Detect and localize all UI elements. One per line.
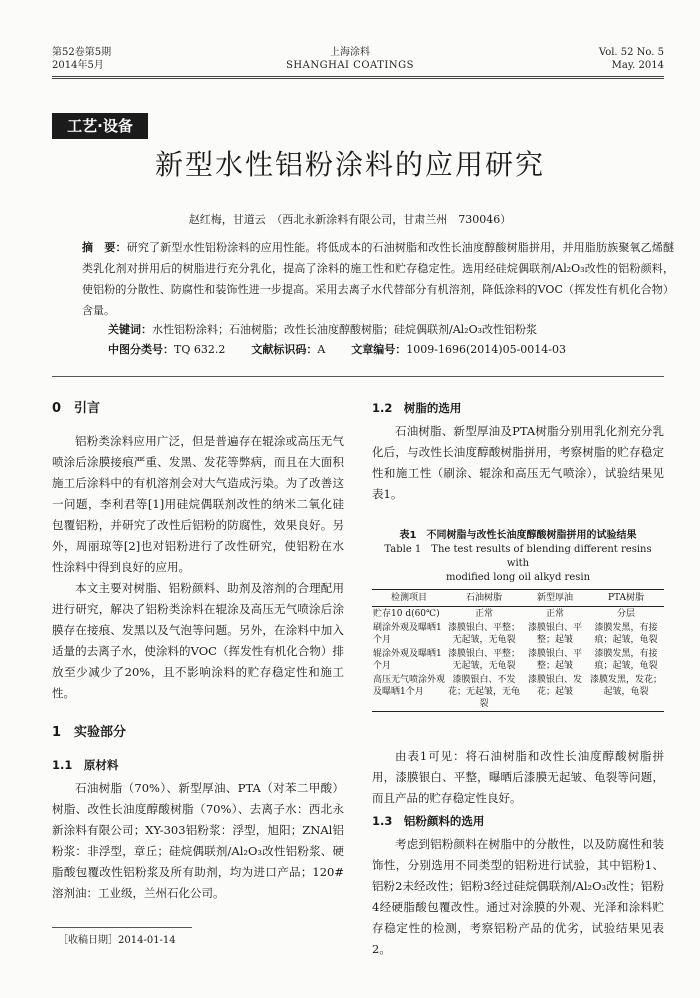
table-cell: 漆膜银白、不发花；无起皱，无龟裂: [446, 673, 522, 712]
left-column: [52, 398, 344, 904]
table-cell: 正常: [474, 609, 493, 619]
right-column-lower: [372, 746, 664, 960]
section-1-3-heading: 1.3 铝粉颜料的选用: [372, 814, 485, 828]
received-rule: [52, 927, 192, 928]
table-1-block: [372, 529, 664, 712]
article-number-label: 文章编号：: [351, 343, 407, 356]
table-cell: 漆膜发黑，有接痕；起皱，龟裂: [594, 649, 658, 671]
intro-paragraph-1: 铝粉类涂料应用广泛，但是普遍存在辊涂或高压无气喷涂后涂膜接痕严重、发黑、发花等弊病，而且在大面积施工后涂料中的有机溶剂会对大气造成污染。为了改善这一问题，李利君等[1]用硅烷偶联剂改性的纳米二氧化硅包覆铝粉，并研究了改性后铝粉的防腐性，效果良好。另外，周丽琼等[2]也对铝粉进行了改性研究，使铝粉在水性涂料中得到良好的应用。: [52, 434, 344, 574]
table-row: [372, 621, 664, 647]
table-row: [372, 647, 664, 673]
abstract-text: 研究了新型水性铝粉涂料的应用性能。将低成本的石油树脂和改性长油度醇酸树脂拼用，并用脂肪族聚氧乙烯醚类乳化剂对拼用后的树脂进行充分乳化，提高了涂料的施工性和贮存稳定性。选用经硅烷偶联剂/Al₂O₃改性的铝粉颜料，使铝粉的分散性、防腐性和装饰性进一步提高。采用去离子水代替部分有机溶剂，降低涂料的VOC（挥发性有机化合物）含量。: [82, 241, 675, 317]
table-cell: 漆膜发黑，有接痕；起皱，龟裂: [594, 623, 658, 645]
table-row: [372, 673, 664, 712]
pigment-paragraph: 考虑到铝粉颜料在树脂中的分散性，以及防腐性和装饰性，分别选用不同类型的铝粉进行试验，其中铝粉1、铝粉2未经改性；铝粉3经过硅烷偶联剂/Al₂O₃改性；铝粉4经硬脂酸包覆改性。通过对涂膜的外观、光泽和涂料贮存稳定性的检测，考察铝粉产品的优劣，试验结果见表2。: [372, 837, 664, 956]
table-cell: 正常: [545, 609, 564, 619]
resin-paragraph: 石油树脂、新型厚油及PTA树脂分别用乳化剂充分乳化后，与改性长油度醇酸树脂拼用，考察树脂的贮存稳定性和施工性（刷涂、辊涂和高压无气喷涂），试验结果见表1。: [372, 424, 664, 501]
keywords-text: 水性铝粉涂料；石油树脂；改性长油度醇酸树脂；硅烷偶联剂/Al₂O₃改性铝粉浆: [152, 323, 538, 336]
table-1-caption-cn: [372, 529, 664, 543]
table-header-cell: PTA树脂: [588, 590, 664, 607]
journal-date-en: May. 2014: [611, 60, 664, 71]
header-rule: [52, 76, 664, 77]
table-header-cell: 石油树脂: [446, 590, 522, 607]
table-cell: 分层: [616, 609, 635, 619]
table-cell: 刷涂外观及曝晒1个月: [373, 623, 442, 645]
article-title: 新型水性铝粉涂料的应用研究: [154, 148, 545, 181]
table-cell: 漆膜银白、平整；起皱: [527, 623, 582, 645]
header-rule-secondary: [52, 78, 664, 79]
table-cell: 漆膜银白、发花；起皱: [522, 673, 588, 712]
section-1-2-heading: 1.2 树脂的选用: [372, 401, 462, 415]
doc-code-label: 文献标识码：: [251, 343, 318, 356]
table-1-caption-en-2: modified long oil alkyd resin: [445, 572, 591, 583]
doc-code-value: A: [317, 343, 326, 356]
table-header-row: [372, 590, 664, 607]
abstract: [82, 237, 674, 321]
keywords-label: 关键词：: [108, 323, 152, 336]
journal-volume-en: Vol. 52 No. 5: [598, 47, 664, 58]
table-cell: 漆膜银白、平整；无起皱，无龟裂: [447, 623, 520, 645]
table-header-cell: 检测项目: [372, 590, 446, 607]
section-badge: 工艺·设备: [52, 113, 148, 139]
table-1-title: 不同树脂与改性长油度醇酸树脂拼用的试验结果: [426, 530, 637, 541]
clc-value: TQ 632.2: [174, 343, 226, 356]
table-1: [372, 589, 664, 712]
table-cell: 漆膜发黑，发花；起皱，龟裂: [588, 673, 664, 712]
table-cell: 漆膜银白、平整；起皱: [527, 649, 582, 671]
table-row: [372, 607, 664, 622]
journal-name-cn: 上海涂料: [330, 47, 370, 58]
keywords: [108, 320, 674, 340]
right-column: [372, 398, 664, 505]
table-1-label: 表1: [399, 530, 417, 541]
section-0-heading: 0 引言: [52, 401, 101, 416]
abstract-label: 摘 要：: [82, 241, 127, 254]
section-1-1-heading: 1.1 原材料: [52, 758, 119, 772]
journal-date: 2014年5月: [52, 60, 104, 71]
table-header-cell: 新型厚油: [522, 590, 588, 607]
abstract-separator: [52, 376, 664, 377]
intro-paragraph-2: 本文主要对树脂、铝粉颜料、助剂及溶剂的合理配用进行研究，解决了铝粉类涂料在辊涂及高压无气喷涂后涂膜存在接痕、发黑以及气泡等问题。另外，在涂料中加入适量的去离子水，使涂料的VOC（挥发性有机化合物）排放至少减少了20%，且不影响涂料的贮存稳定性和施工性。: [52, 581, 344, 700]
table-cell: 贮存10 d(60℃): [373, 609, 440, 619]
classification-line: [108, 340, 674, 360]
received-date: ［收稿日期］2014-01-14: [58, 935, 176, 946]
table-1-caption-en-1: Table 1 The test results of blending different resins with: [384, 544, 652, 569]
table-cell: 漆膜银白、平整；无起皱，无龟裂: [447, 649, 520, 671]
table-cell: 高压无气喷涂外观及曝晒1个月: [372, 673, 446, 712]
journal-volume: 第52卷第5期: [52, 47, 112, 58]
clc-label: 中图分类号：: [108, 343, 174, 356]
materials-paragraph: 石油树脂（70%）、新型厚油、PTA（对苯二甲酸）树脂、改性长油度醇酸树脂（70%）、去离子水：西北永新涂料有限公司；XY-303铝粉浆：浮型，旭阳；ZNAl铝粉浆：非浮型，章丘；硅烷偶联剂/Al₂O₃改性铝粉浆、硬脂酸包覆改性铝粉浆及所有助剂，均为进口产品；120#溶剂油：工业级，兰州石化公司。: [52, 781, 344, 900]
section-1-heading: 1 实验部分: [52, 725, 127, 740]
after-table-paragraph: 由表1可见：将石油树脂和改性长油度醇酸树脂拼用，漆膜银白、平整，曝晒后漆膜无起皱、龟裂等问题，而且产品的贮存稳定性良好。: [372, 749, 664, 805]
journal-name-en: SHANGHAI COATINGS: [286, 60, 414, 71]
authors: 赵红梅，甘道云 （西北永新涂料有限公司，甘肃兰州 730046）: [188, 213, 512, 226]
article-number-value: 1009-1696(2014)05-0014-03: [406, 343, 567, 356]
table-cell: 辊涂外观及曝晒1个月: [373, 649, 442, 671]
